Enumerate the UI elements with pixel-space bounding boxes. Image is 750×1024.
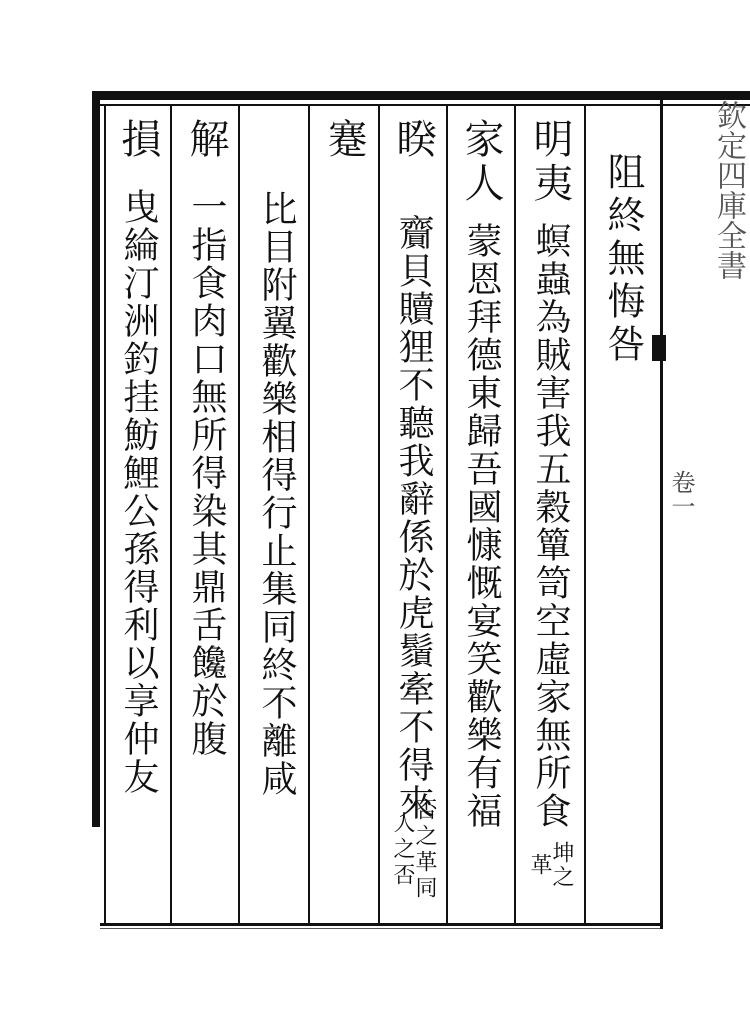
text-column-kui <box>382 118 444 822</box>
column-body-text: 一指食肉口無所得染其鼎舌饞於腹 <box>186 188 227 758</box>
frame-left-border <box>92 91 100 827</box>
column-rule <box>238 106 240 923</box>
frame-top-inner-border <box>92 104 750 106</box>
hexagram-title: 損 <box>115 118 161 158</box>
frame-bottom-border-thin <box>100 928 660 929</box>
text-column-xie <box>176 118 236 758</box>
hexagram-title: 家人 <box>458 118 504 206</box>
hexagram-title: 解 <box>183 118 229 158</box>
column-rule <box>308 106 310 923</box>
hexagram-title: 蹇 <box>321 118 367 158</box>
column-rule <box>170 106 172 923</box>
column-rule <box>584 106 586 923</box>
ink-smudge <box>652 335 666 361</box>
column-rule <box>378 106 380 923</box>
text-column-mingyi <box>518 118 582 830</box>
text-column-jiaren <box>450 118 512 830</box>
column-body-text: 蒙恩拜德東歸吾國慷慨宴笑歡樂有福 <box>461 222 502 830</box>
column-body-text: 齎貝贖狸不聽我辭係於虎鬚牽不得來 <box>393 214 434 822</box>
column-body-text: 阻終無悔咎 <box>601 152 645 367</box>
text-column-jian-body <box>244 118 308 798</box>
text-column-sun <box>108 118 168 796</box>
hexagram-title: 明夷 <box>527 118 573 206</box>
column-rule <box>514 106 516 923</box>
annotation-mingyi <box>518 830 582 900</box>
column-body-text: 曳綸汀洲釣挂魴鯉公孫得利以享仲友 <box>118 188 159 796</box>
text-column-zuzhong <box>590 152 656 367</box>
margin-volume-marker: 卷一 <box>667 470 695 518</box>
column-body-text: 比目附翼歡樂相得行止集同終不離咸 <box>256 190 297 798</box>
hexagram-title: 睽 <box>390 118 436 158</box>
frame-bottom-border <box>100 923 660 926</box>
annotation-text: 否之革同人之否 <box>390 798 437 902</box>
text-column-jian <box>312 118 376 158</box>
frame-top-border <box>92 91 750 100</box>
annotation-kui <box>382 795 444 905</box>
column-rule <box>446 106 448 923</box>
column-body-text: 螟蟲為賊害我五穀簞笥空虛家無所食 <box>530 222 571 830</box>
annotation-text: 坤之革 <box>527 841 574 889</box>
margin-title-fragment: 欽定四庫全書 <box>711 100 746 280</box>
frame-left-inner-border <box>104 104 106 924</box>
